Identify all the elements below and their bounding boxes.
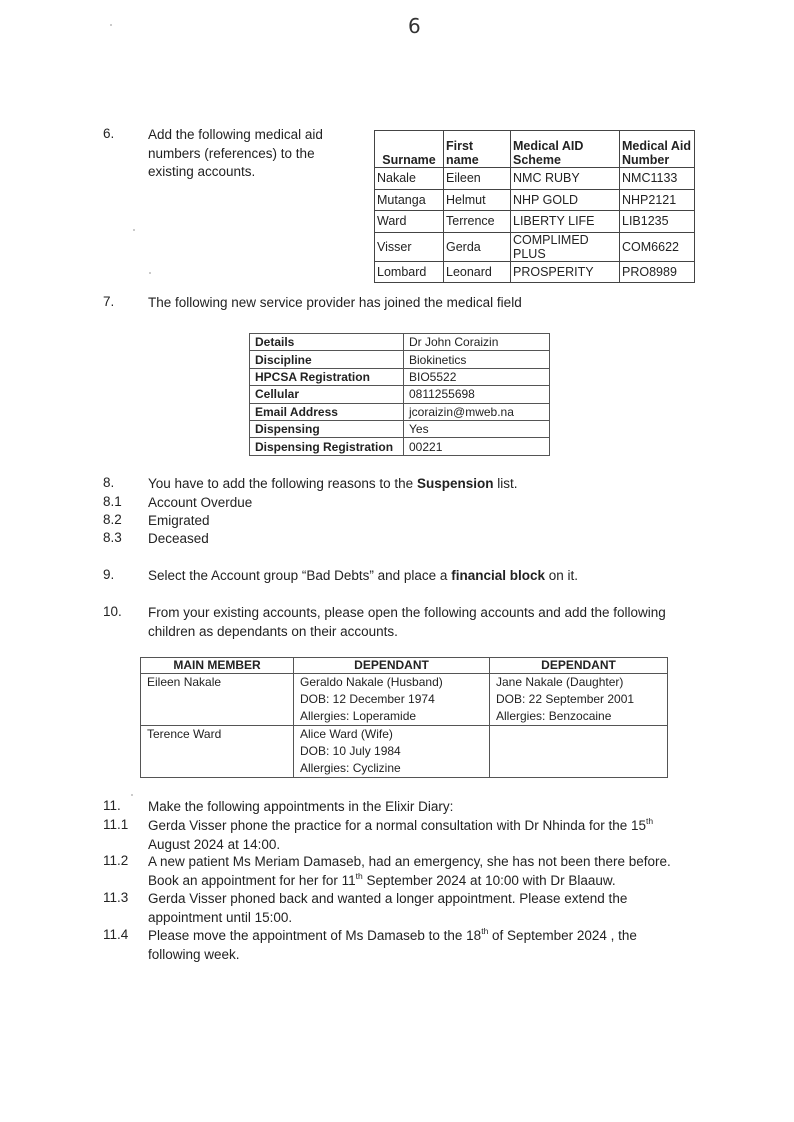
- cell-first-name: Gerda: [444, 232, 511, 261]
- cell-number: NHP2121: [620, 189, 695, 211]
- q11-1-text: Gerda Visser phone the practice for a normal consultation with Dr Nhinda for the 15th August 2024 at 14:00.: [148, 816, 654, 852]
- scan-speck: [133, 229, 135, 231]
- detail-value: Yes: [404, 420, 550, 437]
- cell-surname: Nakale: [375, 168, 444, 190]
- table-row: [375, 168, 695, 190]
- table-row: [375, 261, 695, 283]
- table-row: [250, 386, 550, 403]
- q7-number: 7.: [103, 294, 115, 309]
- q8-2-number: 8.2: [103, 512, 122, 527]
- detail-value: Biokinetics: [404, 351, 550, 368]
- cell-scheme: COMPLIMED PLUS: [511, 232, 620, 261]
- cell-number: LIB1235: [620, 211, 695, 233]
- q11-4-text: Please move the appointment of Ms Damaseb to the 18th of September 2024 , the following week.: [148, 926, 637, 962]
- detail-key: Dispensing: [250, 420, 404, 437]
- q7-text: The following new service provider has joined the medical field: [148, 295, 522, 310]
- cell-number: NMC1133: [620, 168, 695, 190]
- table-row: [250, 403, 550, 420]
- header-main-member: MAIN MEMBER: [141, 658, 294, 674]
- header-first-name: First name: [444, 131, 511, 168]
- table-row: [250, 351, 550, 368]
- scan-speck: [131, 794, 133, 796]
- detail-key: Discipline: [250, 351, 404, 368]
- header-dependant: DEPENDANT: [294, 658, 490, 674]
- medical-aid-table: [374, 130, 695, 283]
- table-row: [141, 726, 668, 778]
- cell-first-name: Helmut: [444, 189, 511, 211]
- table-row: [250, 438, 550, 455]
- header-dependant: DEPENDANT: [490, 658, 668, 674]
- q6-line: existing accounts.: [148, 164, 256, 179]
- detail-value: Dr John Coraizin: [404, 334, 550, 351]
- q8-text: You have to add the following reasons to the Suspension list.: [148, 476, 518, 491]
- cell-scheme: NHP GOLD: [511, 189, 620, 211]
- q10-text: From your existing accounts, please open the following accounts and add the following children as dependants on their accounts.: [148, 605, 666, 639]
- table-header-row: [375, 131, 695, 168]
- q9-text: Select the Account group “Bad Debts” and place a financial block on it.: [148, 568, 579, 583]
- cell-dependant: [490, 726, 668, 778]
- scan-speck: [110, 24, 112, 26]
- q11-2-number: 11.2: [103, 853, 129, 868]
- scan-speck: [149, 272, 151, 274]
- cell-dependant: Alice Ward (Wife) DOB: 10 July 1984 Allergies: Cyclizine: [294, 726, 490, 778]
- cell-dependant: Jane Nakale (Daughter) DOB: 22 September 2001 Allergies: Benzocaine: [490, 674, 668, 726]
- q6-number: 6.: [103, 126, 115, 141]
- detail-key: Cellular: [250, 386, 404, 403]
- cell-first-name: Leonard: [444, 261, 511, 283]
- q8-number: 8.: [103, 475, 115, 490]
- q11-3-number: 11.3: [103, 890, 129, 905]
- page-number: 6: [408, 14, 421, 38]
- detail-key: Email Address: [250, 403, 404, 420]
- q11-number: 11.: [103, 798, 121, 813]
- header-surname: Surname: [375, 131, 444, 168]
- table-row: [375, 189, 695, 211]
- q8-1-number: 8.1: [103, 494, 122, 509]
- cell-dependant: Geraldo Nakale (Husband) DOB: 12 December 1974 Allergies: Loperamide: [294, 674, 490, 726]
- q11-2-text: A new patient Ms Meriam Damaseb, had an emergency, she has not been there before. Book an appointment for her for 11th September 2024 at 10:00 with Dr Blaauw.: [148, 854, 671, 888]
- q11-3-text: Gerda Visser phoned back and wanted a longer appointment. Please extend the appointment until 15:00.: [148, 891, 628, 925]
- q8-3-text: Deceased: [148, 531, 209, 546]
- cell-main-member: Terence Ward: [141, 726, 294, 778]
- q8-2-text: Emigrated: [148, 513, 210, 528]
- cell-surname: Lombard: [375, 261, 444, 283]
- cell-scheme: LIBERTY LIFE: [511, 211, 620, 233]
- dependants-table: [140, 657, 668, 778]
- q8-3-number: 8.3: [103, 530, 122, 545]
- header-scheme: Medical AID Scheme: [511, 131, 620, 168]
- cell-surname: Visser: [375, 232, 444, 261]
- q6-text: [148, 126, 323, 182]
- q11-4-number: 11.4: [103, 927, 129, 942]
- q9-number: 9.: [103, 567, 115, 582]
- q10-number: 10.: [103, 604, 122, 619]
- table-row: [375, 232, 695, 261]
- table-row: [141, 674, 668, 726]
- table-row: [375, 211, 695, 233]
- detail-key: HPCSA Registration: [250, 368, 404, 385]
- table-row: [250, 420, 550, 437]
- detail-value: BIO5522: [404, 368, 550, 385]
- cell-surname: Mutanga: [375, 189, 444, 211]
- table-header-row: [141, 658, 668, 674]
- cell-number: COM6622: [620, 232, 695, 261]
- cell-scheme: PROSPERITY: [511, 261, 620, 283]
- q8-1-text: Account Overdue: [148, 495, 253, 510]
- provider-details-table: [249, 333, 550, 456]
- detail-key: Details: [250, 334, 404, 351]
- detail-value: jcoraizin@mweb.na: [404, 403, 550, 420]
- q6-line: Add the following medical aid: [148, 127, 323, 142]
- q11-text: Make the following appointments in the Elixir Diary:: [148, 799, 454, 814]
- detail-value: 0811255698: [404, 386, 550, 403]
- cell-first-name: Terrence: [444, 211, 511, 233]
- table-row: [250, 368, 550, 385]
- cell-main-member: Eileen Nakale: [141, 674, 294, 726]
- q11-1-number: 11.1: [103, 817, 129, 832]
- cell-number: PRO8989: [620, 261, 695, 283]
- detail-value: 00221: [404, 438, 550, 455]
- cell-scheme: NMC RUBY: [511, 168, 620, 190]
- detail-key: Dispensing Registration: [250, 438, 404, 455]
- q6-line: numbers (references) to the: [148, 145, 315, 161]
- table-row: [250, 334, 550, 351]
- cell-surname: Ward: [375, 211, 444, 233]
- header-number: Medical Aid Number: [620, 131, 695, 168]
- cell-first-name: Eileen: [444, 168, 511, 190]
